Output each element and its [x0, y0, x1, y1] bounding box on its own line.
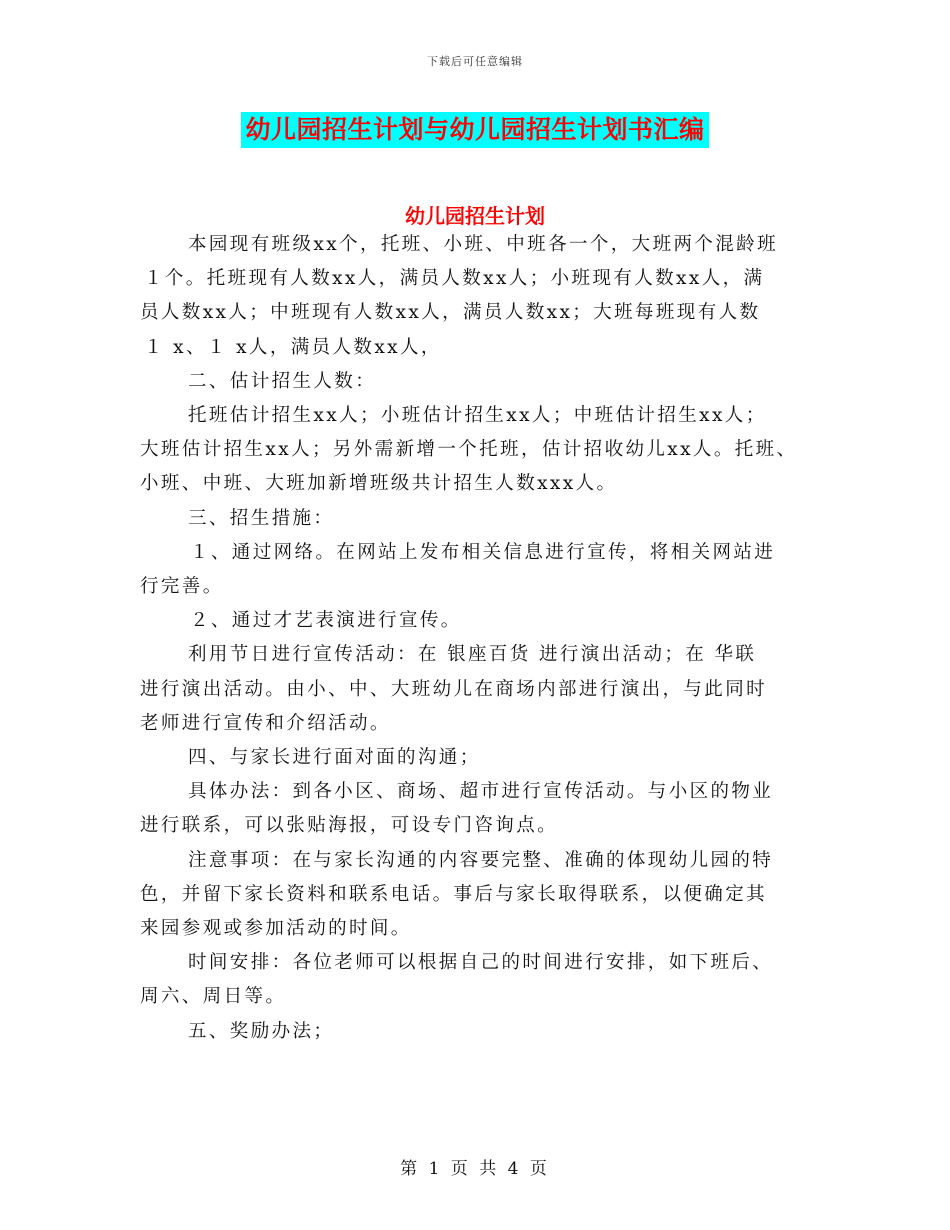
document-title: 幼儿园招生计划与幼儿园招生计划书汇编 — [241, 112, 708, 148]
paragraph-line: 员人数xx人；中班现有人数xx人，满员人数xx；大班每班现有人数 — [140, 302, 761, 324]
paragraph-line: 来园参观或参加活动的时间。 — [140, 918, 412, 940]
section-heading: 三、招生措施： — [188, 507, 335, 529]
section-heading: 二、估计招生人数： — [188, 370, 377, 392]
paragraph-line: 小班、中班、大班加新增班级共计招生人数xxx人。 — [140, 473, 618, 495]
paragraph-line: 托班估计招生xx人；小班估计招生xx人；中班估计招生xx人； — [188, 405, 767, 427]
list-item: ２、通过才艺表演进行宣传。 — [190, 610, 462, 632]
section-heading: 五、奖励办法； — [188, 1020, 335, 1042]
paragraph-line: 大班估计招生xx人；另外需新增一个托班，估计招收幼儿xx人。托班、 — [140, 439, 798, 461]
document-body — [140, 228, 830, 1049]
paragraph-line: 时间安排：各位老师可以根据自己的时间进行安排，如下班后、 — [188, 952, 774, 974]
paragraph-line: 利用节日进行宣传活动：在 银座百货 进行演出活动；在 华联 — [188, 644, 757, 666]
list-item: １、通过网络。在网站上发布相关信息进行宣传，将相关网站进 — [190, 541, 776, 563]
page-header-note: 下载后可任意编辑 — [427, 55, 523, 68]
paragraph-line: 色，并留下家长资料和联系电话。事后与家长取得联系，以便确定其 — [140, 883, 768, 905]
section-title: 幼儿园招生计划 — [405, 204, 545, 228]
title-container — [0, 112, 950, 148]
section-heading: 四、与家长进行面对面的沟通； — [188, 747, 481, 769]
paragraph-line: 具体办法：到各小区、商场、超市进行宣传活动。与小区的物业 — [188, 781, 774, 803]
paragraph-line: 周六、周日等。 — [140, 986, 287, 1008]
paragraph-line: １ x、１ x人，满员人数xx人， — [144, 336, 442, 358]
paragraph-line: 行完善。 — [140, 576, 224, 598]
paragraph-line: 老师进行宣传和介绍活动。 — [140, 712, 391, 734]
paragraph-line: １个。托班现有人数xx人，满员人数xx人；小班现有人数xx人，满 — [144, 268, 765, 290]
paragraph-line: 进行演出活动。由小、中、大班幼儿在商场内部进行演出，与此同时 — [140, 678, 768, 700]
page-number: 第 1 页 共 4 页 — [400, 1159, 550, 1179]
paragraph-line: 注意事项：在与家长沟通的内容要完整、准确的体现幼儿园的特 — [188, 849, 774, 871]
paragraph-line: 进行联系，可以张贴海报，可设专门咨询点。 — [140, 815, 559, 837]
paragraph-line: 本园现有班级xx个，托班、小班、中班各一个，大班两个混龄班 — [188, 234, 778, 255]
